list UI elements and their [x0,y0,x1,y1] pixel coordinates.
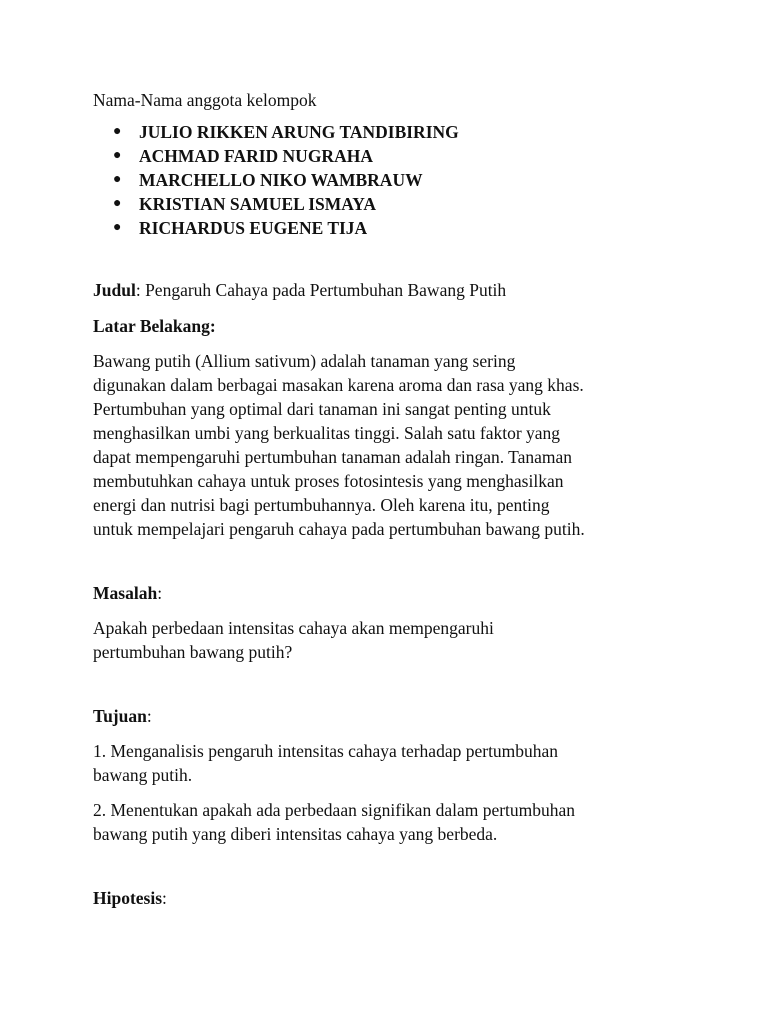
judul-text: Pengaruh Cahaya pada Pertumbuhan Bawang Putih [140,280,507,300]
members-heading: Nama-Nama anggota kelompok [93,90,317,110]
tujuan-line: 2. Menentukan apakah ada perbedaan signifikan dalam pertumbuhan [93,800,576,820]
judul-sep: : [135,280,141,300]
masalah-heading [93,581,693,605]
masalah-line: Apakah perbedaan intensitas cahaya akan mempengaruhi [93,618,494,638]
tujuan-line: bawang putih yang diberi intensitas cahaya yang berbeda. [93,824,498,844]
latar-line: membutuhkan cahaya untuk proses fotosintesis yang menghasilkan [93,471,564,491]
hipotesis-label: Hipotesis [93,888,163,908]
document-page [93,88,693,910]
bullet-icon: ● [113,172,122,187]
tujuan-item [93,798,693,846]
member-name: JULIO RIKKEN ARUNG TANDIBIRING [139,122,459,142]
tujuan-sep: : [146,706,152,726]
latar-heading: Latar Belakang: [93,316,216,336]
hipotesis-heading [93,886,693,910]
latar-line: menghasilkan umbi yang berkualitas tinggi. Salah satu faktor yang [93,423,561,443]
masalah-label: Masalah [93,583,158,603]
member-item [113,120,693,144]
masalah-paragraph [93,616,693,664]
member-item [113,168,693,192]
hipotesis-sep: : [162,888,167,908]
latar-paragraph [93,349,693,541]
bullet-icon: ● [113,148,122,163]
judul-label: Judul [93,280,136,300]
bullet-icon: ● [113,220,122,235]
bullet-icon: ● [113,124,122,139]
tujuan-line: 1. Menganalisis pengaruh intensitas cahaya terhadap pertumbuhan [93,741,559,761]
bullet-icon: ● [113,196,122,211]
latar-line: energi dan nutrisi bagi pertumbuhannya. Oleh karena itu, penting [93,495,550,515]
member-name: ACHMAD FARID NUGRAHA [139,146,373,166]
member-name: KRISTIAN SAMUEL ISMAYA [139,194,376,214]
member-name: RICHARDUS EUGENE TIJA [139,218,368,238]
latar-line: untuk mempelajari pengaruh cahaya pada pertumbuhan bawang putih. [93,519,585,539]
masalah-sep: : [157,583,163,603]
judul-line [93,278,693,302]
latar-line: digunakan dalam berbagai masakan karena aroma dan rasa yang khas. [93,375,584,395]
latar-line: Bawang putih (Allium sativum) adalah tanaman yang sering [93,351,516,371]
member-item [113,192,693,216]
latar-line: Pertumbuhan yang optimal dari tanaman ini sangat penting untuk [93,399,551,419]
members-list [93,120,693,240]
tujuan-item [93,739,693,787]
latar-line: dapat mempengaruhi pertumbuhan tanaman adalah ringan. Tanaman [93,447,573,467]
tujuan-line: bawang putih. [93,765,193,785]
member-name: MARCHELLO NIKO WAMBRAUW [139,170,423,190]
member-item [113,144,693,168]
member-item [113,216,693,240]
tujuan-label: Tujuan [93,706,147,726]
masalah-line: pertumbuhan bawang putih? [93,642,293,662]
tujuan-heading [93,704,693,728]
